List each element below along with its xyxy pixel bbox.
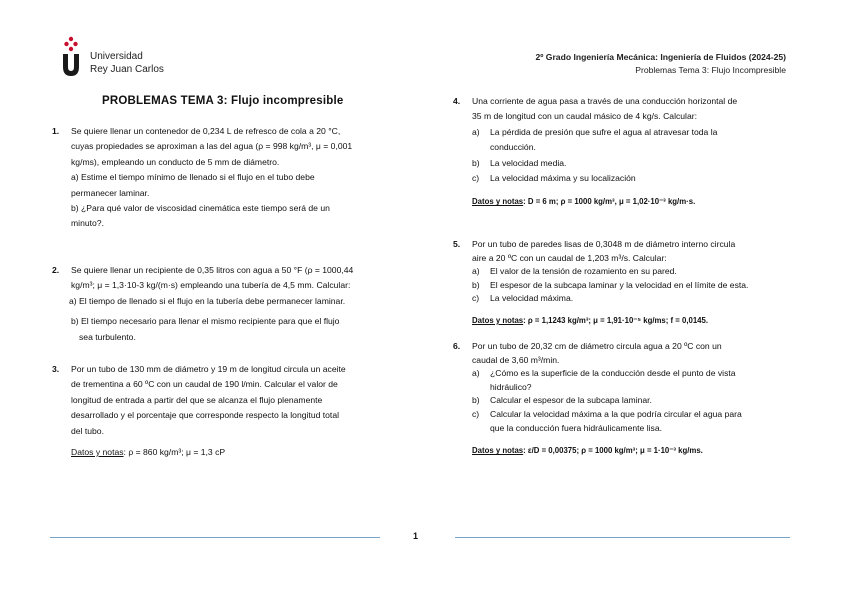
problem-line: b) ¿Para qué valor de viscosidad cinemática este tiempo será de un: [71, 203, 330, 214]
problem-2: [52, 263, 400, 345]
data-notes-text: : ρ = 860 kg/m³; μ = 1,3 cP: [123, 447, 226, 458]
course-title: 2º Grado Ingeniería Mecánica: Ingeniería de Fluidos (2024-25): [535, 52, 786, 62]
problem-number: 1.: [52, 126, 60, 136]
data-notes-text: : D = 6 m; ρ = 1000 kg/m³, μ = 1,02·10⁻³ kg/m·s.: [523, 197, 696, 207]
list-item: [472, 292, 789, 306]
university-name: [90, 50, 164, 76]
problem-line: minuto?.: [71, 218, 104, 229]
problem-line: Por un tubo de 130 mm de diámetro y 19 m de longitud circula un aceite: [71, 364, 346, 374]
list-item: [472, 156, 789, 171]
course-header: [535, 51, 786, 77]
problem-line: Por un tubo de paredes lisas de 0,3048 m de diámetro interno circula: [472, 239, 736, 249]
university-line2: Rey Juan Carlos: [90, 64, 164, 75]
item-label: a): [472, 126, 480, 137]
problem-line: del tubo.: [71, 425, 104, 436]
problem-line: desarrollado y el porcentaje que corresponde respecto la longitud total: [71, 410, 340, 421]
list-item: [472, 367, 789, 381]
problem-line: Se quiere llenar un recipiente de 0,35 litros con agua a 50 °F (ρ = 1000,44: [71, 265, 354, 275]
data-notes-label: Datos y notas: [472, 315, 524, 325]
problem-line: b) El tiempo necesario para llenar el mismo recipiente para que el flujo: [71, 316, 340, 327]
item-text: La velocidad máxima.: [490, 293, 574, 304]
problem-3: [52, 362, 400, 460]
problem-number: 5.: [453, 239, 461, 249]
course-subtitle: Problemas Tema 3: Flujo Incompresible: [635, 65, 786, 75]
problem-6: [453, 340, 789, 458]
university-line1: Universidad: [90, 51, 143, 62]
page-title: PROBLEMAS TEMA 3: Flujo incompresible: [102, 95, 344, 107]
list-item: [472, 125, 789, 140]
list-item: [472, 408, 789, 422]
item-label: a): [472, 266, 480, 277]
problem-line: caudal de 3,60 m³/min.: [472, 354, 560, 365]
problem-line: kg/ms), empleando un conducto de 5 mm de diámetro.: [71, 156, 280, 167]
data-notes: [71, 445, 400, 460]
problem-number: 6.: [453, 341, 461, 351]
problem-number: 2.: [52, 265, 60, 275]
data-notes: [472, 314, 789, 328]
item-text: El espesor de la subcapa laminar y la velocidad en el límite de esta.: [490, 279, 749, 290]
item-label: c): [472, 173, 480, 184]
problem-line: permanecer laminar.: [71, 187, 150, 198]
item-label: b): [472, 157, 480, 168]
problem-number: 4.: [453, 96, 461, 106]
item-text: ¿Cómo es la superficie de la conducción desde el punto de vista: [490, 368, 736, 379]
list-item: [472, 279, 789, 293]
problem-line: a) El tiempo de llenado si el flujo en la tubería debe permanecer laminar.: [69, 295, 346, 306]
problem-line: sea turbulento.: [79, 331, 136, 342]
item-text-continued: hidráulico?: [490, 381, 532, 392]
problem-line: Se quiere llenar un contenedor de 0,234 L de refresco de cola a 20 °C,: [71, 126, 341, 136]
item-text: La pérdida de presión que sufre el agua al atravesar toda la: [490, 126, 718, 137]
problem-line: kg/m³; μ = 1,3·10-3 kg/(m·s) empleando una tubería de 4,5 mm. Calcular:: [71, 280, 351, 291]
item-label: c): [472, 293, 480, 304]
problem-4: [453, 94, 789, 210]
data-notes-label: Datos y notas: [71, 447, 124, 458]
problem-line: Una corriente de agua pasa a través de una conducción horizontal de: [472, 96, 738, 106]
item-text: La velocidad media.: [490, 157, 567, 168]
data-notes: [472, 444, 789, 458]
problem-line: de trementina a 60 ºC con un caudal de 190 l/min. Calcular el valor de: [71, 379, 338, 390]
university-logo-icon: [62, 36, 80, 76]
footer-rule-left: [50, 537, 380, 538]
problem-1: [52, 124, 400, 232]
data-notes-label: Datos y notas: [472, 197, 524, 207]
data-notes-text: : ε/D = 0,00375; ρ = 1000 kg/m³; μ = 1·10⁻³ kg/ms.: [523, 446, 703, 456]
item-label: b): [472, 395, 480, 406]
problem-line: 35 m de longitud con un caudal másico de 4 kg/s. Calcular:: [472, 111, 697, 122]
problem-line: a) Estime el tiempo mínimo de llenado si el flujo en el tubo debe: [71, 172, 315, 183]
item-text-continued: conducción.: [490, 142, 536, 153]
footer-rule-right: [455, 537, 790, 538]
problem-number: 3.: [52, 364, 60, 374]
item-text-continued: que la conducción fuera hidráulicamente lisa.: [490, 422, 662, 433]
page-number: 1: [413, 531, 419, 541]
item-text: Calcular la velocidad máxima a la que podría circular el agua para: [490, 408, 742, 419]
list-item: [472, 394, 789, 408]
item-text: El valor de la tensión de rozamiento en su pared.: [490, 266, 677, 277]
problem-5: [453, 238, 789, 328]
data-notes-label: Datos y notas: [472, 446, 524, 456]
item-label: a): [472, 368, 480, 379]
item-text: Calcular el espesor de la subcapa laminar.: [490, 395, 652, 406]
problem-line: Por un tubo de 20,32 cm de diámetro circula agua a 20 ºC con un: [472, 341, 722, 351]
list-item: [472, 171, 789, 186]
item-label: b): [472, 279, 480, 290]
data-notes: [472, 194, 789, 209]
list-item: [472, 265, 789, 279]
problem-line: cuyas propiedades se aproximan a las del agua (ρ = 998 kg/m³, μ = 0,001: [71, 141, 353, 152]
data-notes-text: : ρ = 1,1243 kg/m³; μ = 1,91·10⁻⁵ kg/ms; f = 0,0145.: [523, 315, 709, 325]
item-label: c): [472, 408, 480, 419]
problem-line: aire a 20 ºC con un caudal de 1,203 m³/s. Calcular:: [472, 252, 667, 263]
item-text: La velocidad máxima y su localización: [490, 173, 636, 184]
problem-line: longitud de entrada a partir del que se alcanza el flujo plenamente: [71, 394, 323, 405]
